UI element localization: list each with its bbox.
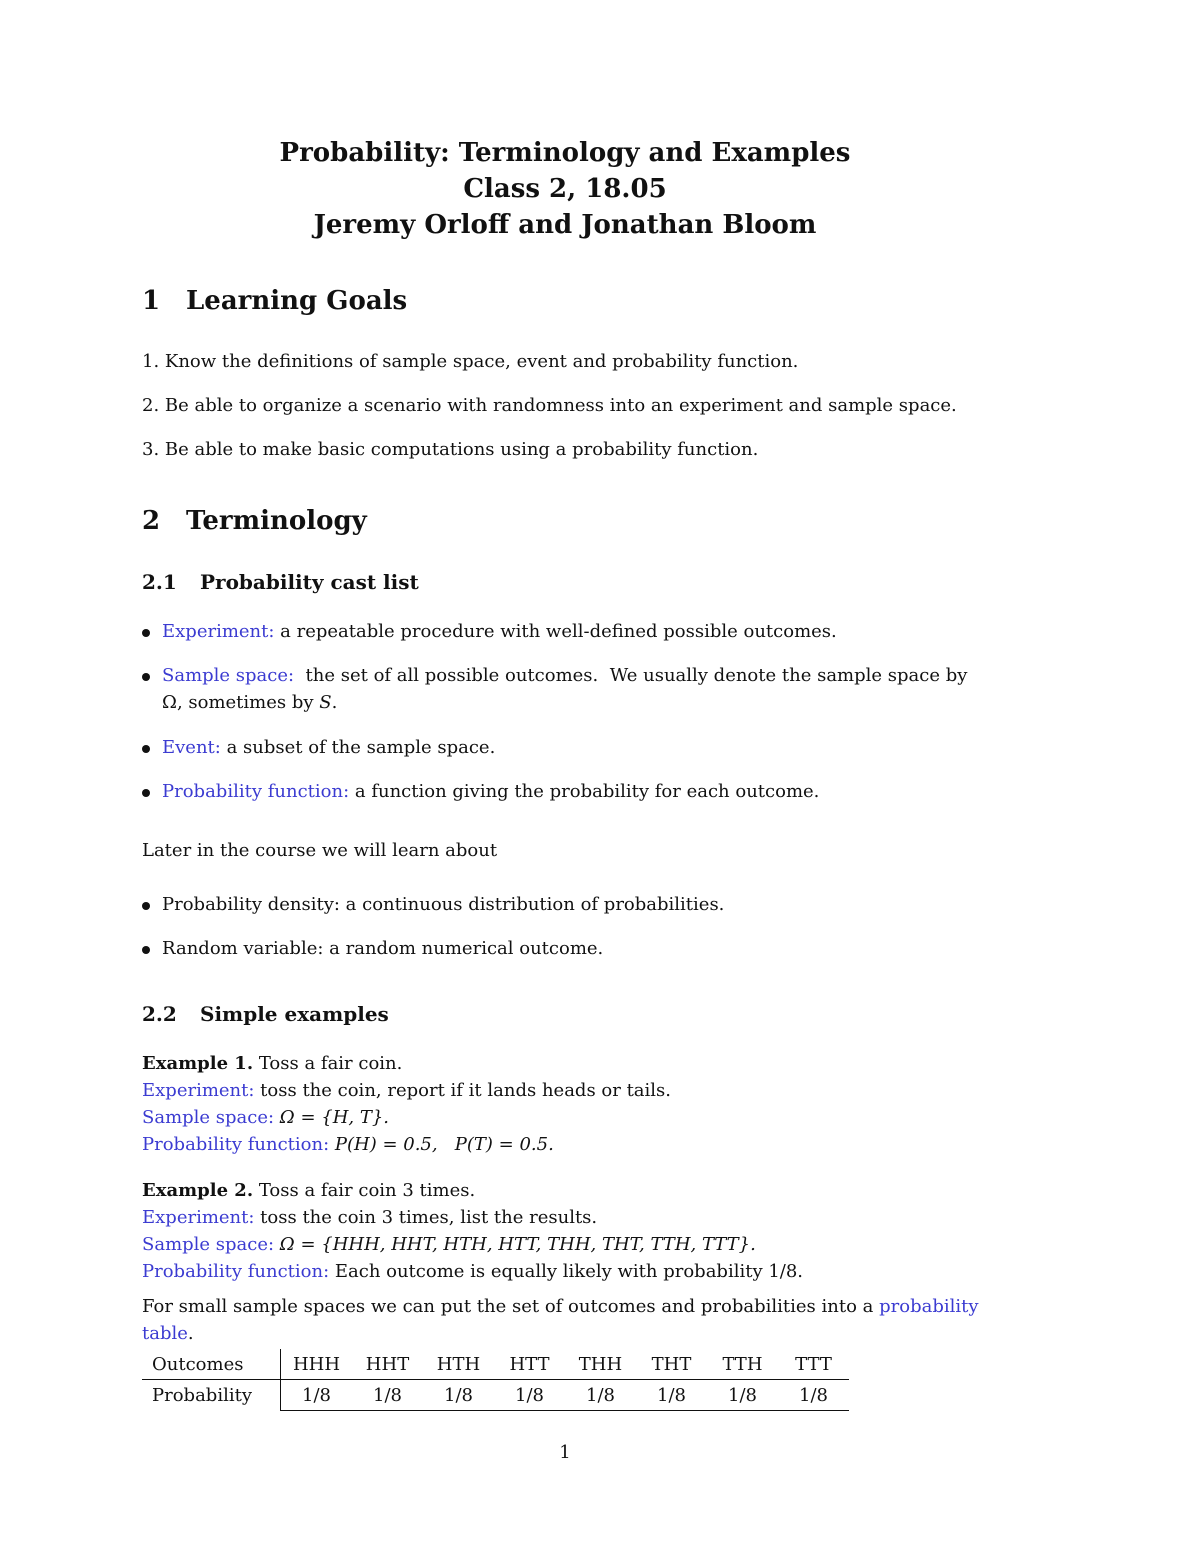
table-cell: THH [565,1349,636,1380]
table-cell: HTT [494,1349,565,1380]
table-cell: THT [636,1349,707,1380]
example-2-experiment [142,1207,597,1228]
bullet-icon [142,745,150,753]
table-cell: HTH [423,1349,494,1380]
goal-item: 2. Be able to organize a scenario with randomness into an experiment and sample space. [142,395,957,416]
table-intro-continuation [142,1323,194,1344]
term-definition: a function giving the probability for each outcome. [349,781,820,802]
goal-item: 3. Be able to make basic computations using a probability function. [142,439,759,460]
example-2-probability-function [142,1261,803,1282]
term-label: Probability function: [142,1261,330,1282]
section-number: 2 [142,506,161,536]
paragraph: Later in the course we will learn about [142,840,498,861]
row-label: Outcomes [142,1349,281,1380]
table-intro [142,1296,979,1317]
list-item [162,737,495,758]
list-item [162,781,819,802]
document-title: Probability: Terminology and Examples [279,138,851,168]
example-2-heading [142,1180,475,1201]
subsection-title: Simple examples [200,1002,389,1026]
term-label: Sample space: [142,1234,275,1255]
example-1-sample-space [142,1107,389,1128]
term-label: Probability function: [142,1134,330,1155]
math-expression: Ω = {HHH, HHT, HTH, HTT, THH, THT, TTH, TTT}. [274,1234,756,1255]
table-cell: 1/8 [352,1380,423,1411]
section-heading-terminology [142,506,367,536]
subsection-title: Probability cast list [200,570,419,594]
text: , sometimes by [176,692,320,713]
text: toss the coin, report if it lands heads or tails. [254,1080,672,1101]
table-cell: 1/8 [494,1380,565,1411]
subsection-number: 2.1 [142,570,177,594]
text: . [331,692,338,713]
table-cell: TTH [707,1349,778,1380]
probability-table [142,1349,849,1411]
term-label: Sample space: [162,665,295,686]
section-number: 1 [142,286,161,316]
list-item-continuation [162,692,337,713]
term-definition: the set of all possible outcomes. We usually denote the sample space by [294,665,968,686]
subsection-heading-simple-examples [142,1002,389,1026]
list-item [162,665,967,686]
section-heading-learning-goals [142,286,407,316]
text: Each outcome is equally likely with probability 1/8. [329,1261,804,1282]
term-label: Probability function: [162,781,350,802]
example-description: Toss a fair coin. [253,1053,403,1074]
table-cell: 1/8 [423,1380,494,1411]
table-cell: TTT [778,1349,849,1380]
bullet-icon [142,789,150,797]
table-cell: 1/8 [778,1380,849,1411]
list-item [162,621,837,642]
example-label: Example 2. [142,1180,254,1201]
bullet-icon [142,673,150,681]
example-label: Example 1. [142,1053,254,1074]
list-item: Random variable: a random numerical outcome. [162,938,604,959]
table-cell: HHT [352,1349,423,1380]
table-cell: 1/8 [707,1380,778,1411]
example-1-experiment [142,1080,671,1101]
authors: Jeremy Orloff and Jonathan Bloom [313,210,817,240]
text: toss the coin 3 times, list the results. [254,1207,598,1228]
class-label: Class 2, 18.05 [463,174,667,204]
omega-symbol: Ω [162,692,177,713]
text: . [187,1323,194,1344]
bullet-icon [142,902,150,910]
section-title: Terminology [186,506,367,536]
example-2-sample-space [142,1234,756,1255]
table-row-outcomes [142,1349,849,1380]
table-cell: HHH [281,1349,353,1380]
link-table[interactable]: table [142,1323,188,1344]
term-label: Event: [162,737,221,758]
subsection-heading-cast-list [142,570,419,594]
bullet-icon [142,946,150,954]
goal-item: 1. Know the definitions of sample space, event and probability function. [142,351,799,372]
s-symbol: S [319,692,332,713]
text: For small sample spaces we can put the set of outcomes and probabilities into a [142,1296,874,1317]
term-label: Experiment: [142,1207,255,1228]
table-cell: 1/8 [281,1380,353,1411]
term-label: Experiment: [162,621,275,642]
subsection-number: 2.2 [142,1002,177,1026]
section-title: Learning Goals [186,286,408,316]
term-definition: a repeatable procedure with well-defined possible outcomes. [274,621,837,642]
example-1-probability-function [142,1134,554,1155]
row-label: Probability [142,1380,281,1411]
link-probability-table[interactable]: probability [879,1296,979,1317]
example-description: Toss a fair coin 3 times. [253,1180,476,1201]
table-cell: 1/8 [636,1380,707,1411]
example-1-heading [142,1053,402,1074]
list-item: Probability density: a continuous distribution of probabilities. [162,894,725,915]
math-expression: Ω = {H, T}. [274,1107,390,1128]
page-number: 1 [559,1442,571,1463]
table-row-probability [142,1380,849,1411]
bullet-icon [142,629,150,637]
math-expression: P(H) = 0.5, P(T) = 0.5. [329,1134,554,1155]
term-label: Experiment: [142,1080,255,1101]
term-label: Sample space: [142,1107,275,1128]
term-definition: a subset of the sample space. [220,737,496,758]
table-cell: 1/8 [565,1380,636,1411]
